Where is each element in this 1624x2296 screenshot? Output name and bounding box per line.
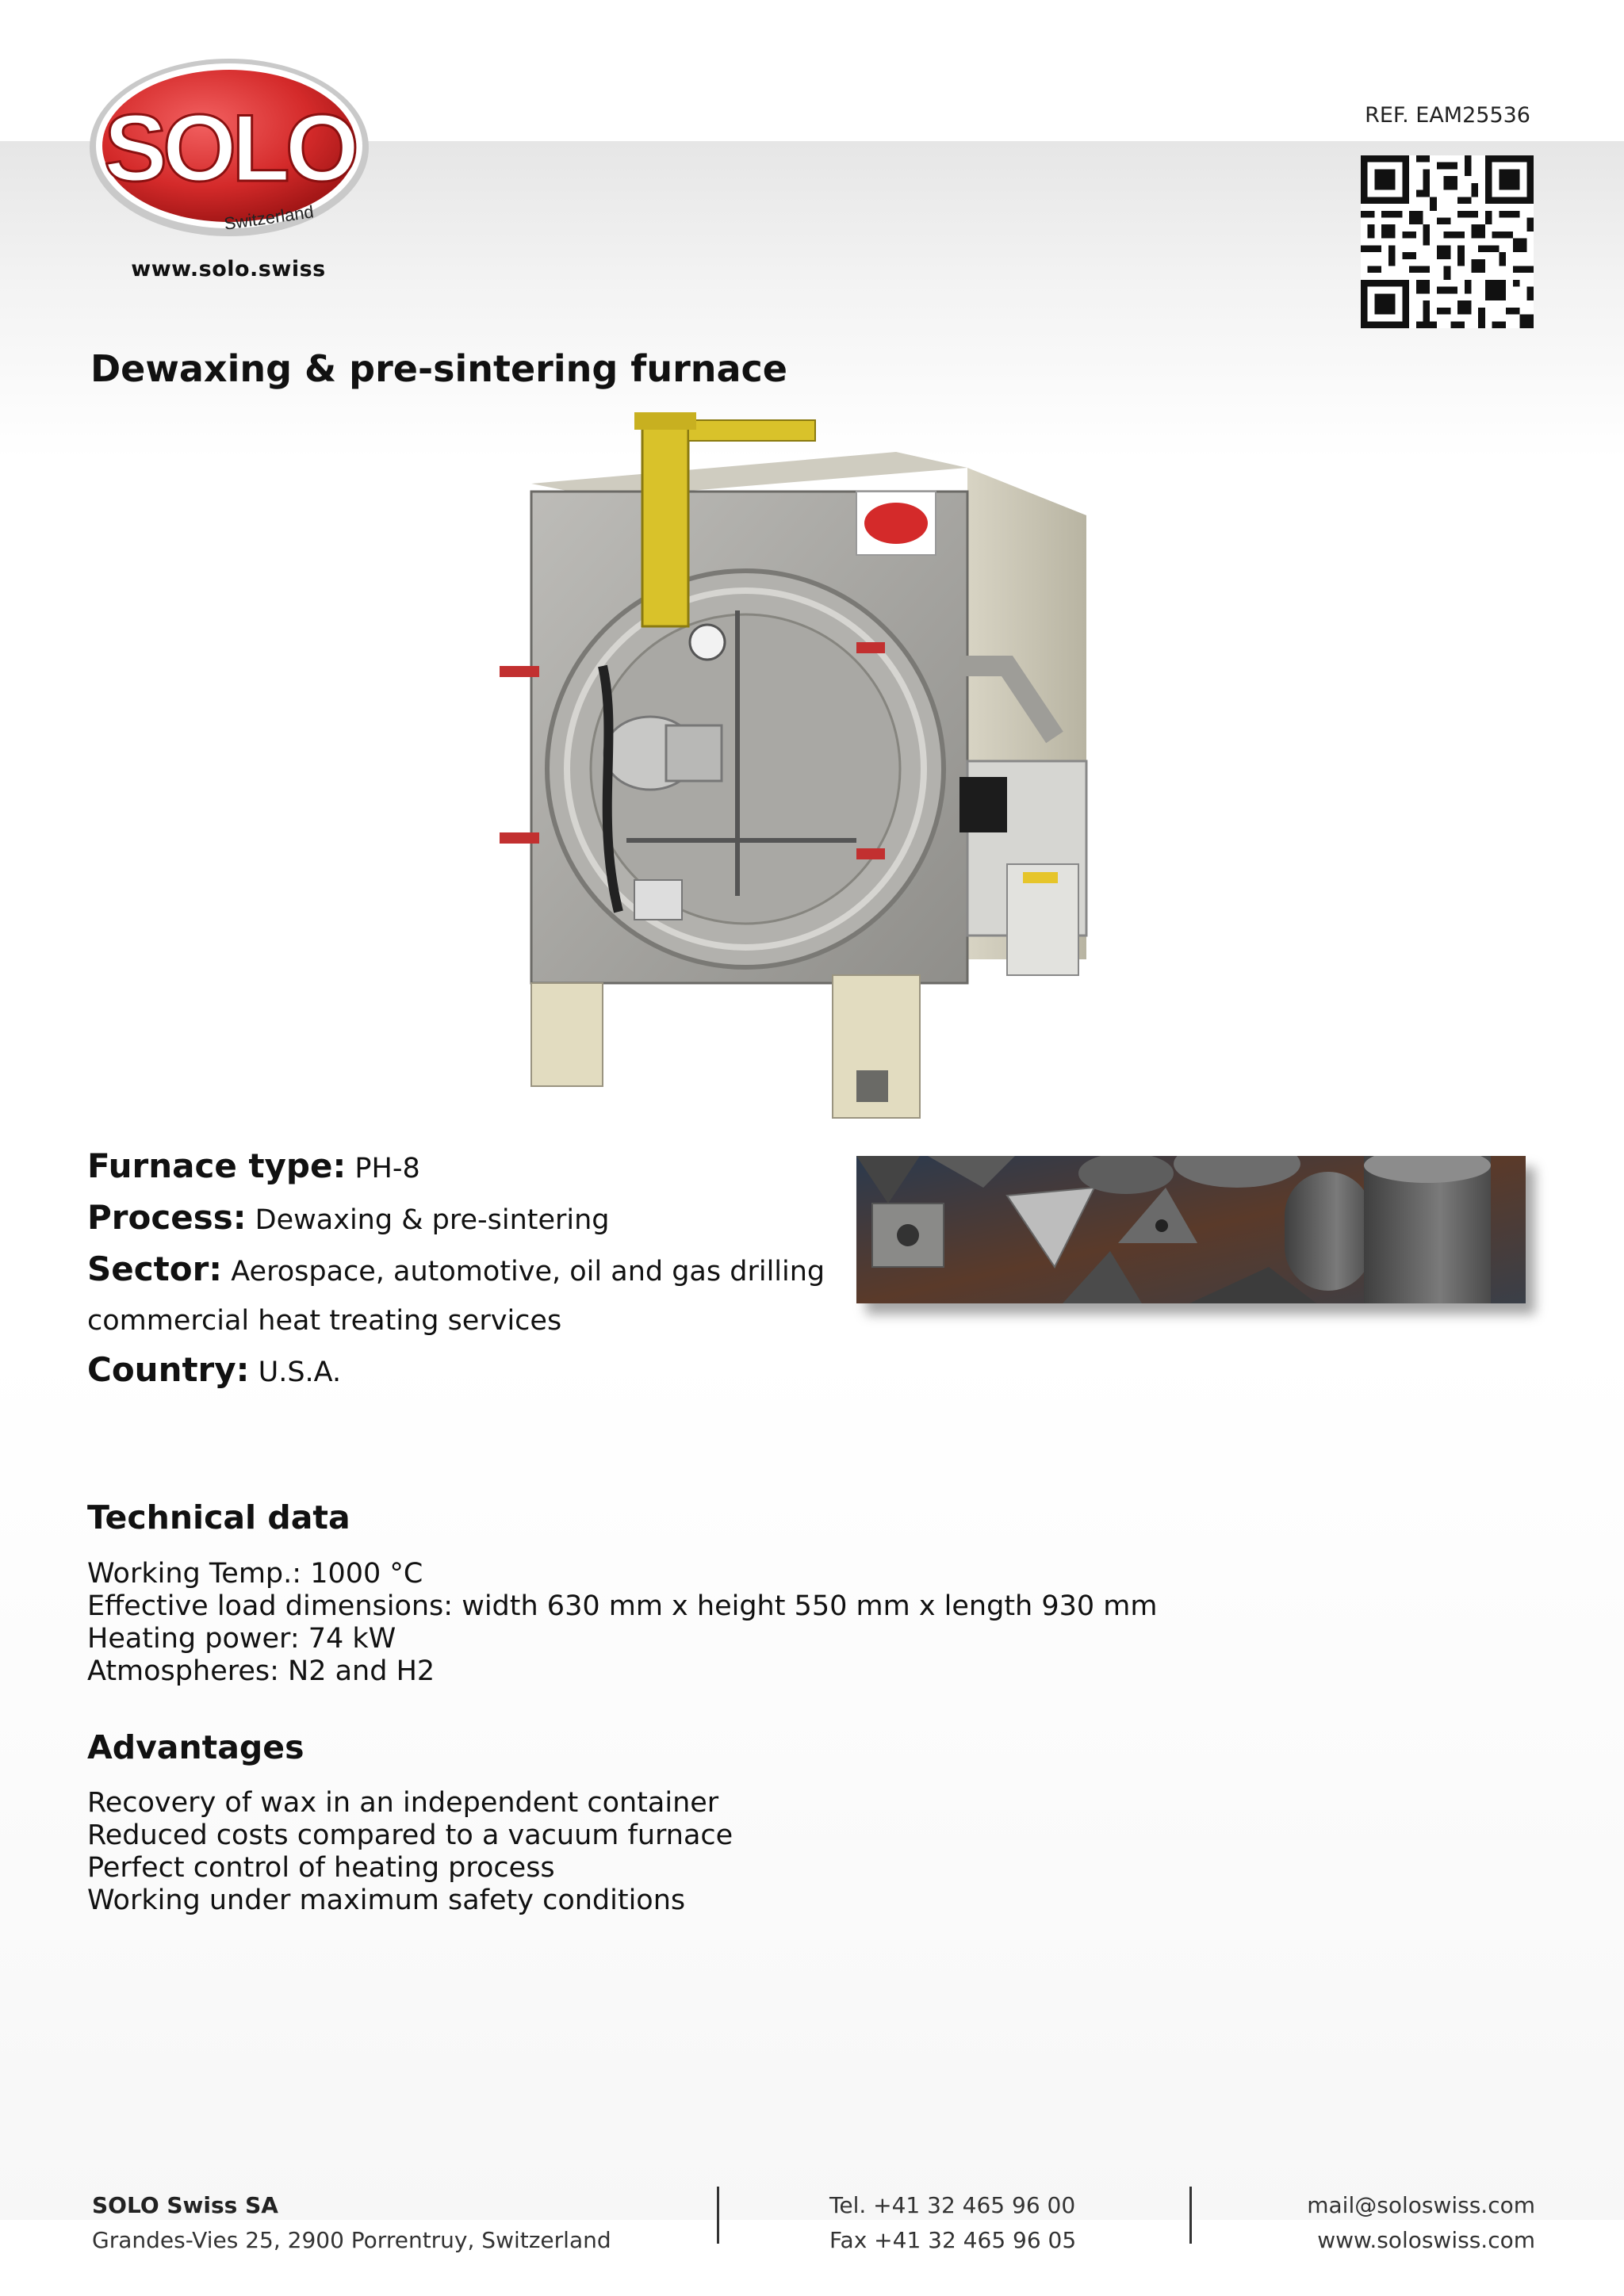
website-link[interactable]: www.solo.swiss [131, 257, 326, 281]
advantages-heading: Advantages [87, 1728, 304, 1766]
list-item: Working under maximum safety conditions [87, 1885, 686, 1916]
footer [0, 2180, 1624, 2252]
fax-number: Fax +41 32 465 96 05 [829, 2227, 1077, 2253]
page-title: Dewaxing & pre-sintering furnace [90, 347, 788, 390]
process-value: Dewaxing & pre-sintering [255, 1204, 610, 1236]
footer-contact-block [1307, 2188, 1535, 2258]
page-bottom-fade [0, 1348, 1624, 2220]
email-link[interactable]: mail@soloswiss.com [1307, 2192, 1535, 2218]
furnace-type-value: PH-8 [354, 1153, 420, 1184]
list-item: Perfect control of heating process [87, 1852, 555, 1884]
furnace-photo [484, 404, 1134, 1134]
technical-data-heading: Technical data [87, 1498, 350, 1536]
company-address: Grandes-Vies 25, 2900 Porrentruy, Switzerland [92, 2227, 611, 2253]
sector-row [87, 1245, 848, 1296]
list-item: Effective load dimensions: width 630 mm x height 550 mm x length 930 mm [87, 1590, 1158, 1622]
process-row [87, 1193, 848, 1245]
furnace-type-row [87, 1142, 848, 1193]
country-label: Country: [87, 1350, 250, 1389]
furnace-type-label: Furnace type: [87, 1146, 347, 1185]
sintered-parts-photo [856, 1156, 1526, 1303]
phone-number[interactable]: Tel. +41 32 465 96 00 [829, 2192, 1076, 2218]
country-value: U.S.A. [258, 1357, 342, 1388]
list-item: Reduced costs compared to a vacuum furnace [87, 1820, 733, 1851]
footer-company-block [92, 2188, 611, 2258]
sector-label: Sector: [87, 1249, 223, 1288]
reference-code: REF. EAM25536 [1365, 103, 1530, 128]
list-item: Working Temp.: 1000 °C [87, 1558, 423, 1590]
footer-divider [717, 2187, 719, 2244]
qr-code[interactable] [1361, 155, 1534, 328]
footer-phone-block [829, 2188, 1076, 2258]
advantages-list [87, 1787, 733, 1917]
sector-value: Aerospace, automotive, oil and gas drilling [231, 1256, 825, 1288]
solo-logo [86, 54, 373, 244]
list-item: Recovery of wax in an independent container [87, 1787, 719, 1819]
logo-wordmark: SOLO [103, 95, 355, 201]
list-item: Atmospheres: N2 and H2 [87, 1655, 435, 1687]
company-name: SOLO Swiss SA [92, 2192, 278, 2218]
country-row [87, 1345, 848, 1397]
sector-value-2: commercial heat treating services [87, 1305, 562, 1337]
list-item: Heating power: 74 kW [87, 1623, 396, 1655]
footer-website-link[interactable]: www.soloswiss.com [1317, 2227, 1535, 2253]
technical-data-list [87, 1558, 1157, 1688]
sector-row-continued [87, 1296, 848, 1345]
furnace-details [87, 1142, 848, 1397]
logo-subtitle: Switzerland [222, 201, 316, 234]
footer-divider [1189, 2187, 1192, 2244]
process-label: Process: [87, 1198, 247, 1237]
